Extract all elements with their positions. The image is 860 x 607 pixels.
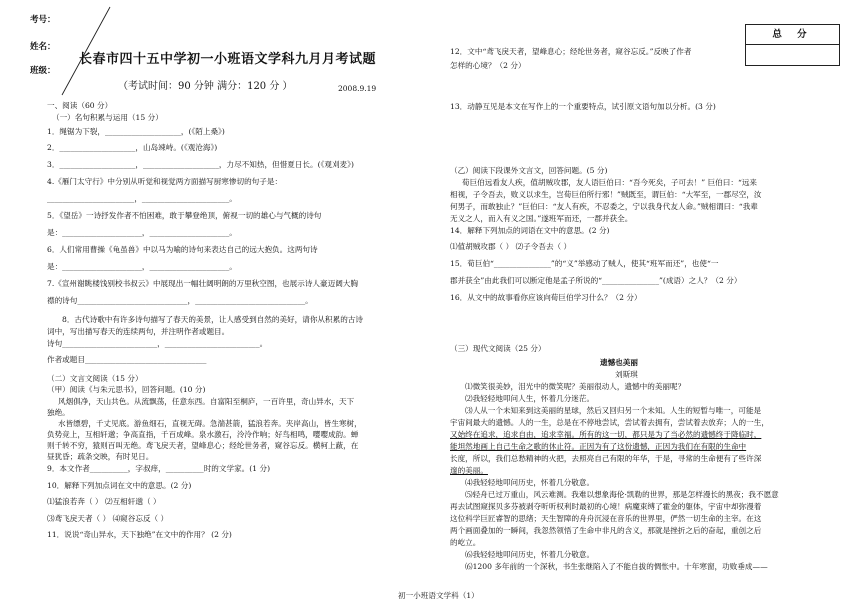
left-line-7: _______________________，_______________________。: [47, 194, 237, 203]
right-line-1: 12．文中“鸢飞戾天者，望峰息心；经纶世务者，窥谷忘反。”反映了作者: [450, 47, 692, 56]
left-line-17: 作者或题目________________________________: [47, 355, 207, 364]
right-line-17: ⑴微笑很美妙，泪光中的微笑呢？美丽很动人，遗憾中的美丽呢？: [465, 382, 686, 391]
left-line-10: 6．人们常用曹操《龟虽兽》中以马为喻的诗句来表达自己的远大抱负。这两句诗: [47, 245, 318, 254]
right-line-10: ⑴值胡贼攻郡（ ） ⑵子令吾去（ ）: [450, 242, 572, 251]
left-line-16: 诗句_________________________，_________________________。: [47, 339, 268, 348]
article-title: 遗憾也美丽: [600, 358, 638, 367]
right-line-22: 能坦然地画上自己生命之歌的休止符。正因为有了这份遗憾，正因为我们在有限的生命中: [450, 442, 747, 451]
right-line-2: 怎样的心境？（2 分）: [450, 61, 526, 70]
left-line-20: 风烟俱净，天山共色。从流飘荡，任意东西。自富阳至桐庐，一百许里，奇山异水，天下: [58, 397, 355, 406]
right-line-12: 郡并获全”由此我们可以断定他是孟子所说的“_______________”(成语）之人？（2 分）: [450, 276, 742, 285]
right-line-7: 何男子，而敢独止？”巨伯曰：“友人有疾，不忍委之，宁以我身代友人命。”贼相谓曰：“我辈: [450, 202, 758, 211]
left-line-9: 是：_____________________，_____________________。: [47, 228, 237, 237]
left-line-26: 9．本文作者__________，字叔痒，__________时的文学家。(1 分): [47, 464, 271, 473]
page-footer: 初一小班语文学科（1）: [398, 591, 479, 600]
left-line-25: 昼犹昏；疏条交映，有时见日。: [47, 452, 154, 461]
right-line-19: ⑶人从一个未知来到这美丽的星球，然后又回归另一个未知。人生的短暂与唯一，可能是: [465, 406, 762, 415]
left-line-30: 11．说说“奇山异水，天下独绝”在文中的作用？ (2 分): [47, 530, 232, 539]
right-line-29: 两个画面叠加的一瞬间，我忽然领悟了生命中非凡的含义，那就是挫折之后的奋起，重创之后: [450, 526, 762, 535]
right-line-23: 长度，所以，我们总愁精神的火把，去照亮自己有限的年华，于是，寻常的生命便有了些许深: [450, 454, 762, 463]
right-line-5: 荀巨伯远看友人疾，值胡贼攻郡，友人语巨伯曰：“吾今死矣，子可去！” 巨伯曰：“远来: [462, 178, 758, 187]
right-line-26: ⑸轻舟已过万重山，风云难测。我难以想象海伦·凯勒的世界，那是怎样漫长的黑夜；我不愿意: [465, 490, 779, 499]
exam-subtitle: （考试时间：90 分钟 满分：120 分 ）: [118, 81, 293, 92]
exam-title: 长春市四十五中学初一小班语文学科九月月考试题: [79, 52, 377, 67]
right-line-25: ⑷我轻轻地叩问历史，怀着几分敬意。: [465, 478, 595, 487]
right-line-28: 这位科学巨匠睿智的思绪；天生智障的舟舟沉浸在音乐的世界里，俨然一切生命的主宰。在这: [450, 514, 762, 523]
right-line-21: 又始终在追求，追求自由，追求幸福。所有的这一切，都只是为了当必然的遗憾终于降临时，: [450, 430, 762, 439]
left-line-1: 一、阅读（60 分）: [47, 101, 113, 110]
right-line-31: ⑹我轻轻地叩问历史，怀着几分敬意。: [465, 550, 595, 559]
left-line-13: 襟的诗句_____________________________，_____________________________。: [47, 296, 313, 305]
right-line-14: （三）现代文阅读（25 分）: [450, 344, 546, 353]
left-line-23: 负势竞上，互相轩邈；争高直指，千百成峰。泉水激石，泠泠作响；好鸟相鸣，嘤嘤成韵。蝉: [47, 430, 359, 439]
left-line-28: ⑴猛浪若奔（ ） ⑵互相轩邈（ ）: [47, 497, 161, 506]
left-line-12: 7.《宣州谢眺楼饯别校书叔云》中展现出一幅壮阔明朗的万里秋空图，也展示诗人豪迈阔大胸: [47, 279, 358, 288]
left-line-8: 5．《望岳》一诗抒发作者不怕困难，敢于攀登绝顶，俯视一切的雄心与气概的诗句: [47, 211, 322, 220]
right-line-13: 16．从文中的故事看你应该向荀巨伯学习什么？（2 分）: [450, 293, 642, 302]
right-line-32: ⑹1200 多年前的一个深秋，书生张继陷入了不能自拔的惆怅中。十年寒窗，功败垂成——: [465, 562, 768, 571]
right-line-9: 14．解释下列加点的词语在文中的意思。(2 分): [450, 226, 610, 235]
right-line-11: 15．荀巨伯“_______________”的“义”举感动了贼人，使其“班军而还”，也使“一: [450, 259, 719, 268]
left-line-21: 独绝。: [47, 408, 70, 417]
left-line-19: （甲）阅读《与朱元思书》，回答问题。(10 分): [47, 385, 206, 394]
right-line-4: （乙）阅读下段课外文言文，回答问题。(5 分): [450, 166, 608, 175]
right-line-24: 邃的美丽。: [450, 466, 488, 475]
left-line-5: 3．____________________，____________________，力尽不知热，但惜夏日长。(《观刈麦》): [47, 160, 354, 169]
exam-number-label: 考号：: [30, 15, 56, 25]
student-name-label: 姓名：: [30, 42, 56, 52]
right-line-8: 无义之人，而入有义之国。”遂班军而还，一郡并获全。: [450, 214, 633, 223]
left-line-15: 词中，写出描写春天的连续两句，并注明作者或题目。: [47, 327, 230, 336]
left-line-4: 2．____________________，山岛竦峙。(《观沧海》): [47, 143, 218, 152]
left-line-22: 水皆缥碧，千丈见底。游鱼细石，直视无碍。急湍甚箭，猛浪若奔。夹岸高山，皆生寒树，: [58, 419, 362, 428]
left-line-6: 4.《雁门太守行》中分别从听觉和视觉两方面描写厨寒惨切的句子是：: [47, 177, 283, 186]
right-line-3: 13．动静互见是本文在写作上的一个重要特点，试引原文语句加以分析。(3 分): [450, 102, 716, 111]
left-line-27: 10．解释下列加点词在文中的意思。(2 分): [47, 481, 192, 490]
article-author: 刘斯琪: [615, 370, 638, 379]
left-line-29: ⑶鸢飞戾天者（ ） ⑷窥谷忘反（ ）: [47, 514, 169, 523]
right-line-20: 宇宙间最大的遗憾。人的一生，总是在不停地尝试，尝试着去拥有，尝试着去放弃；人的一生，: [450, 418, 769, 427]
left-line-24: 则千转不穷，猿则百叫无绝。鸢飞戾天者，望峰息心；经纶世务者，窥谷忘反。横柯上蔽，在: [47, 441, 359, 450]
left-line-18: （二）文言文阅读（15 分）: [47, 374, 143, 383]
total-score-box: [745, 24, 840, 66]
left-line-11: 是：_____________________，_____________________。: [47, 262, 237, 271]
right-line-6: 相视，子令吾去，败义以求生，岂荀巨伯所行邪！”贼既至，谓巨伯：“大军至，一郡尽空，汝: [450, 190, 762, 199]
left-line-14: 8．古代诗歌中有许多诗句描写了春天的美景，让人感受到自然的美好，请你从积累的古诗: [62, 315, 363, 324]
exam-date: 2008.9.19: [338, 84, 377, 93]
right-line-30: 的屹立。: [450, 538, 481, 547]
right-line-27: 再去试图窥探贝多芬被剥夺听听权利时最初的心境！病魔束缚了霍金的躯体，宇宙中却弥漫着: [450, 502, 762, 511]
left-line-2: （一）名句积累与运用（15 分）: [52, 113, 163, 122]
total-score-label: 总 分: [746, 25, 839, 45]
left-line-3: 1．绳锯为下裂，____________________，(《陌上桑》): [47, 127, 225, 136]
class-label: 班级：: [30, 66, 56, 76]
right-line-18: ⑵我轻轻地叩问人生，怀着几分迷茫。: [465, 394, 595, 403]
